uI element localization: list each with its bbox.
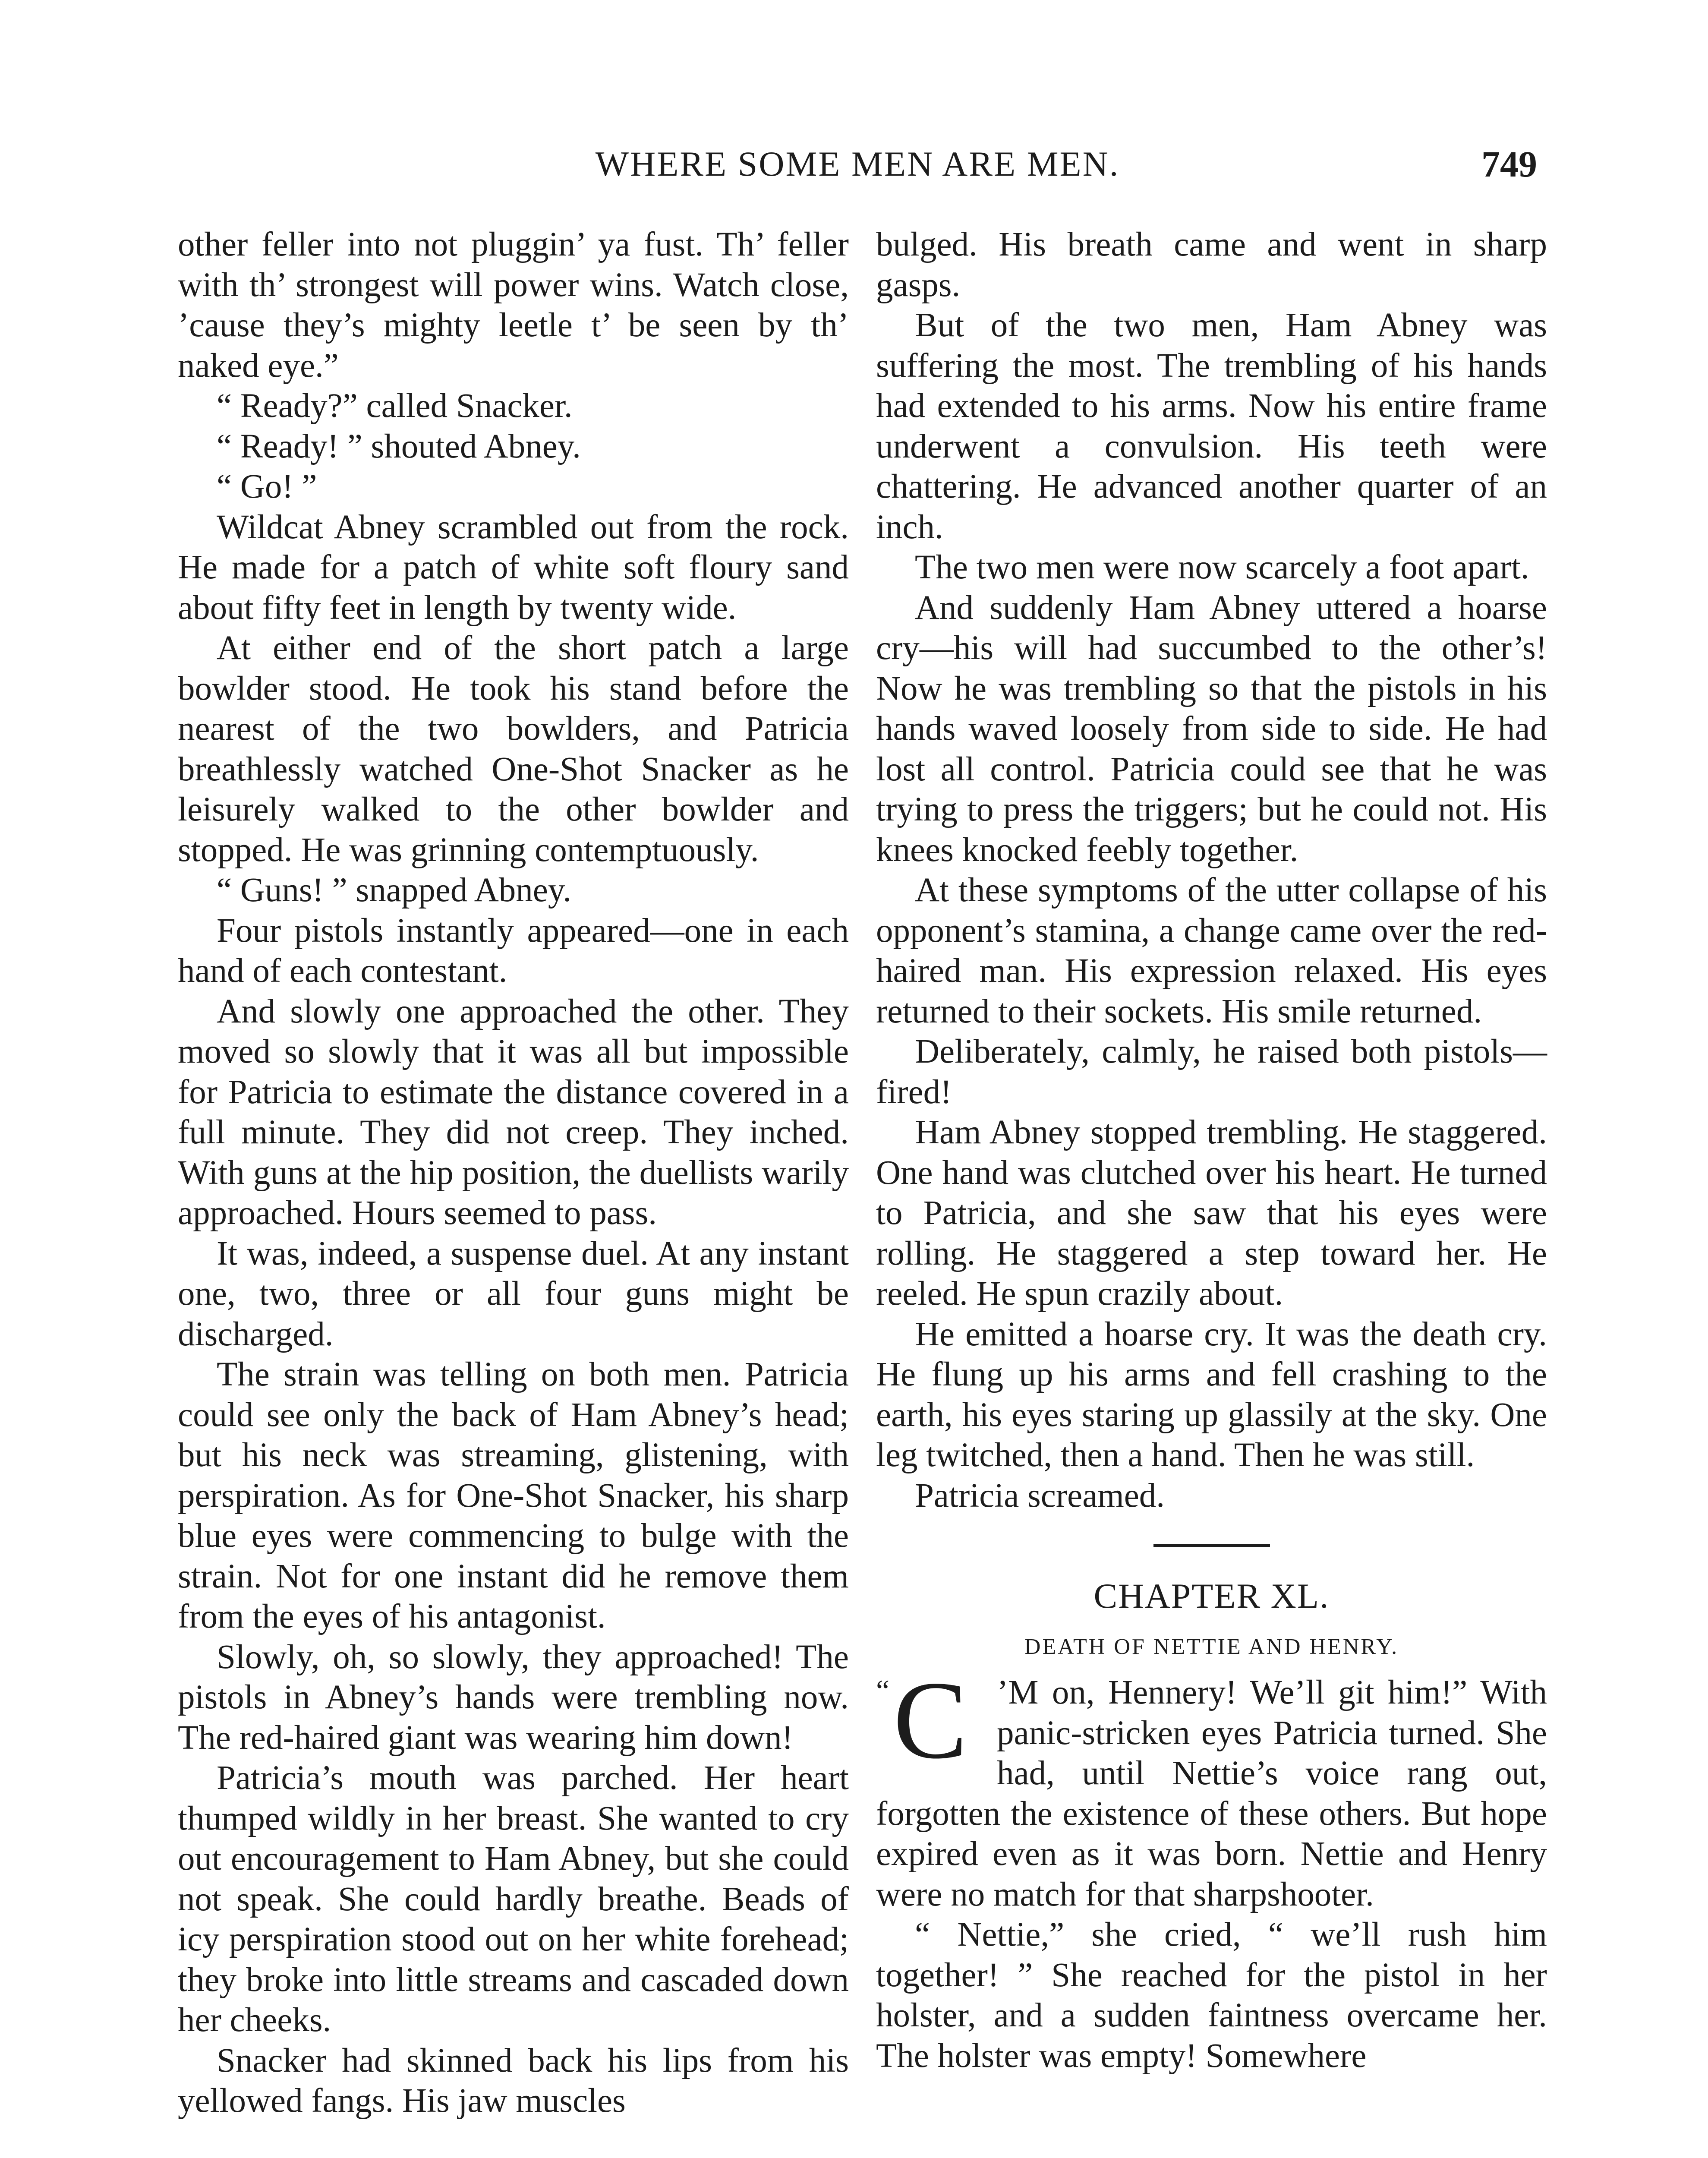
drop-cap-quote: “	[876, 1674, 890, 1707]
paragraph: “ Ready?” called Snacker.	[217, 387, 573, 425]
paragraph: He emitted a hoarse cry. It was the death cry. He flung up his arms and fell crashing to the earth, his eyes staring up glassily at the sky. One leg twitched, then a hand. Then he was still.	[876, 1315, 1547, 1474]
paragraph: “ Nettie,” she cried, “ we’ll rush him together! ” She reached for the pistol in her holster, and a sudden faintness overcame her. The holster was empty! Somewhere	[876, 1916, 1547, 2075]
paragraph: Deliberately, calmly, he raised both pistols—fired!	[876, 1033, 1547, 1111]
opening-text: ’M on, Hennery! We’ll git him!” With panic-stricken eyes Patricia turned. She had, until Nettie’s voice rang out, forgotten the existence of these others. But hope expired even as it was born. Nettie and Henry were no match for that sharpshooter.	[876, 1674, 1547, 1913]
paragraph: The two men were now scarcely a foot apart.	[915, 549, 1529, 586]
right-column	[876, 224, 1547, 2158]
running-head	[178, 142, 1537, 186]
paragraph: “ Go! ”	[217, 468, 317, 505]
paragraph: “ Ready! ” shouted Abney.	[217, 427, 581, 465]
chapter-subtitle: DEATH OF NETTIE AND HENRY.	[1024, 1634, 1399, 1659]
paragraph: At these symptoms of the utter collapse of his opponent’s stamina, a change came over the red-haired man. His expression relaxed. His eyes returned to their sockets. His smile returned.	[876, 871, 1547, 1030]
left-column	[178, 224, 849, 2158]
running-title: WHERE SOME MEN ARE MEN.	[595, 144, 1120, 183]
paragraph: Slowly, oh, so slowly, they approached! The pistols in Abney’s hands were trembling now. The red-haired giant was wearing him down!	[178, 1638, 849, 1757]
page-number: 749	[1481, 143, 1537, 185]
paragraph: At either end of the short patch a large bowlder stood. He took his stand before the nearest of the two bowlders, and Patricia breathlessly watched One-Shot Snacker as he leisurely walked to the other bowlder and stopped. He was grinning contemptuously.	[178, 629, 849, 869]
chapter-opening-paragraph	[876, 1658, 1547, 1915]
paragraph: And slowly one approached the other. They moved so slowly that it was all but impossible for Patricia to estimate the distance covered in a full minute. They did not creep. They inched. With guns at the hip position, the duellists warily approached. Hours seemed to pass.	[178, 992, 849, 1232]
paragraph: The strain was telling on both men. Patricia could see only the back of Ham Abney’s head; but his neck was streaming, glistening, with perspiration. As for One-Shot Snacker, his sharp blue eyes were commencing to bulge with the strain. Not for one instant did he remove them from the eyes of his antagonist.	[178, 1356, 849, 1635]
paragraph: “ Guns! ” snapped Abney.	[217, 871, 571, 909]
drop-cap-letter: C	[893, 1658, 968, 1782]
paragraph: Patricia screamed.	[915, 1477, 1165, 1514]
paragraph: But of the two men, Ham Abney was suffering the most. The trembling of his hands had extended to his arms. Now his entire frame underwent a convulsion. His teeth were chattering. He advanced another quarter of an inch.	[876, 306, 1547, 546]
paragraph: Ham Abney stopped trembling. He staggered. One hand was clutched over his heart. He turned to Patricia, and she saw that his eyes were rolling. He staggered a step toward her. He reeled. He spun crazily about.	[876, 1114, 1547, 1312]
section-divider	[1153, 1544, 1270, 1547]
paragraph: And suddenly Ham Abney uttered a hoarse cry—his will had succumbed to the other’s! Now he was trembling so that the pistols in his hands waved loosely from side to side. He had lost all control. Patricia could see that he was trying to press the triggers; but he could not. His knees knocked feebly together.	[876, 589, 1547, 869]
paragraph: Snacker had skinned back his lips from his yellowed fangs. His jaw muscles	[178, 2041, 849, 2120]
paragraph: It was, indeed, a suspense duel. At any instant one, two, three or all four guns might be discharged.	[178, 1234, 849, 1353]
chapter-title: CHAPTER XL.	[1093, 1576, 1330, 1615]
paragraph: Patricia’s mouth was parched. Her heart thumped wildly in her breast. She wanted to cry out encouragement to Ham Abney, but she could not speak. She could hardly breathe. Beads of icy perspiration stood out on her white forehead; they broke into little streams and cascaded down her cheeks.	[178, 1759, 849, 2039]
drop-cap	[876, 1658, 993, 1782]
paragraph: Four pistols instantly appeared—one in each hand of each contestant.	[178, 912, 849, 990]
paragraph: bulged. His breath came and went in sharp gasps.	[876, 226, 1547, 304]
paragraph: other feller into not pluggin’ ya fust. Th’ feller with th’ strongest will power wins. Watch close, ’cause they’s mighty leetle t’ be seen by th’ naked eye.”	[178, 226, 849, 385]
paragraph: Wildcat Abney scrambled out from the rock. He made for a patch of white soft floury sand about fifty feet in length by twenty wide.	[178, 508, 849, 627]
